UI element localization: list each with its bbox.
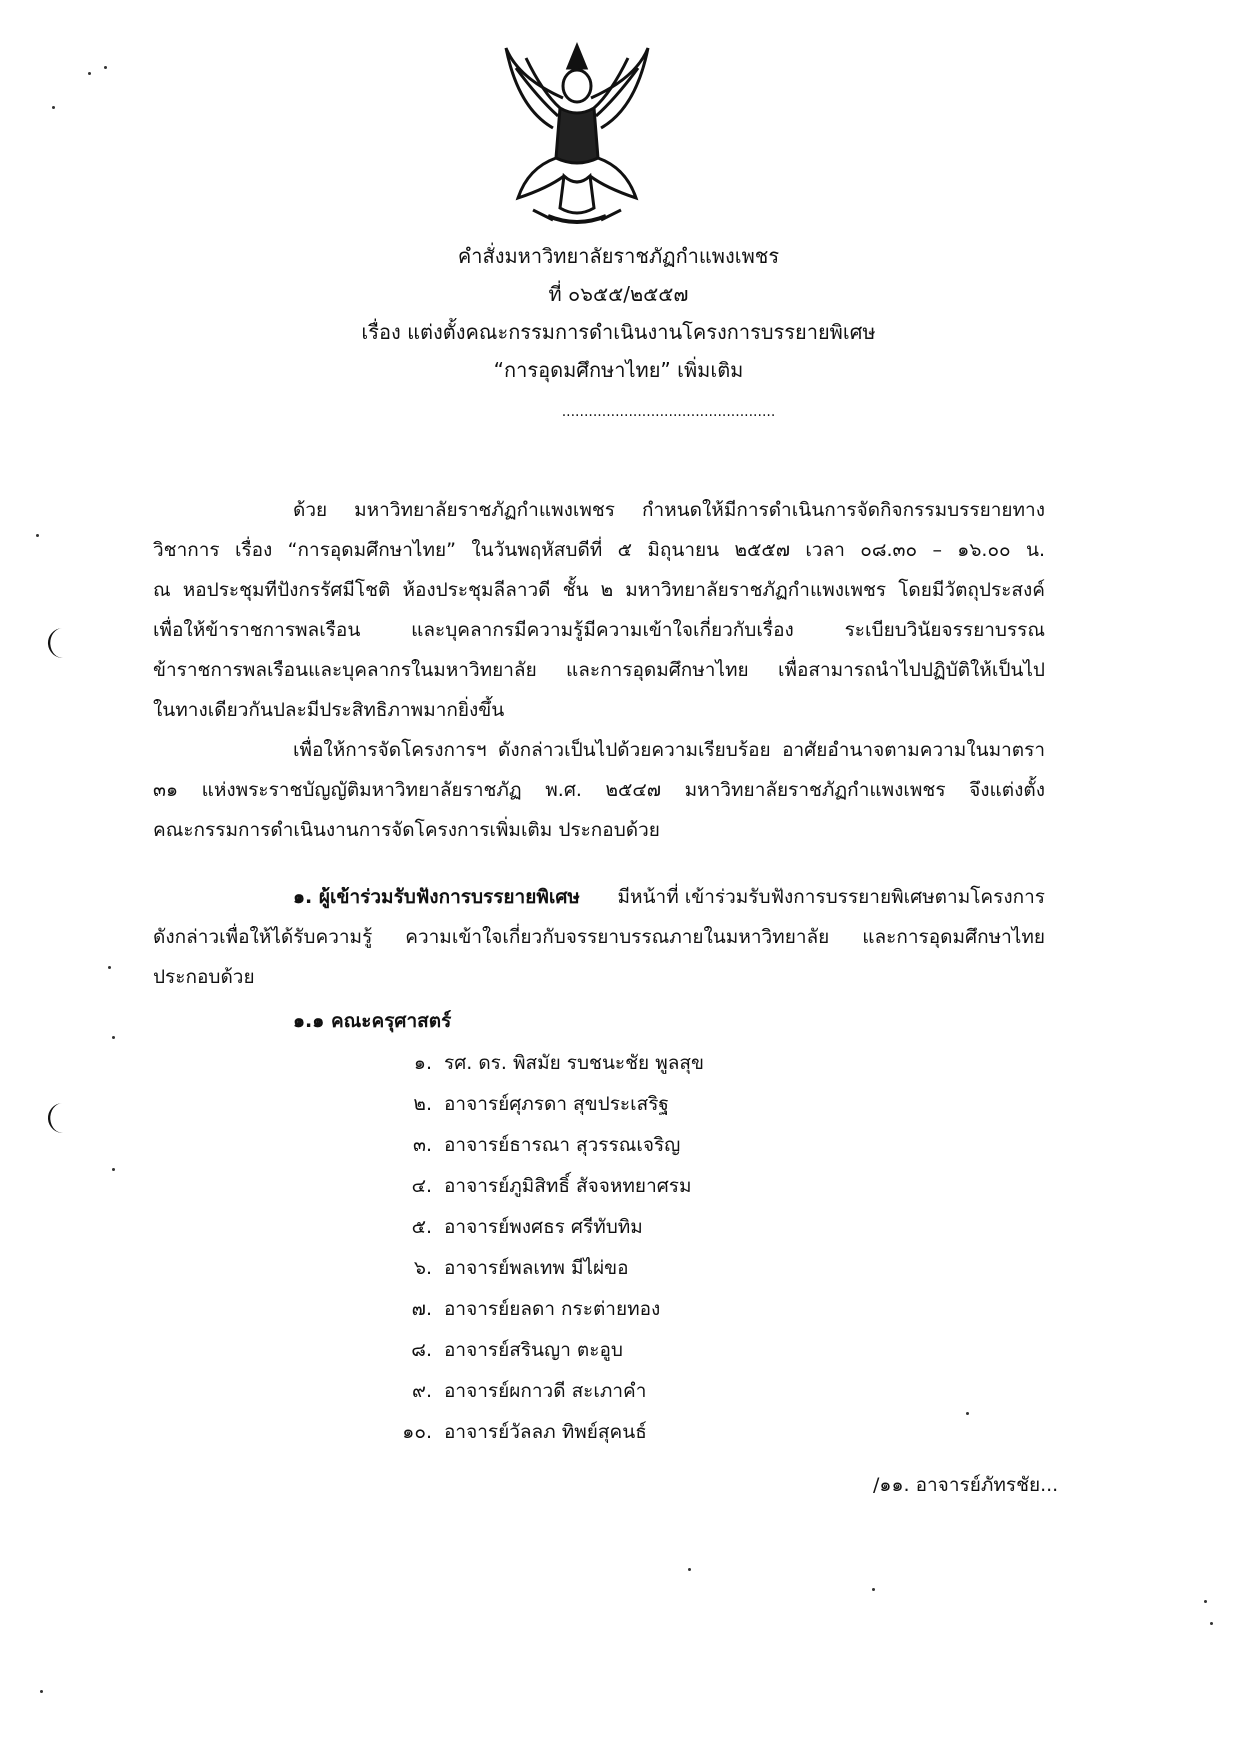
order-subject: เรื่อง แต่งตั้งคณะกรรมการดำเนินงานโครงการบรรยายพิเศษ bbox=[361, 320, 876, 344]
para2-line-2: ๓๑ แห่งพระราชบัญญัติมหาวิทยาลัยราชภัฏ พ.ศ. ๒๕๔๗ มหาวิทยาลัยราชภัฏกำแพงเพชร จึงแต่งตั้ง bbox=[153, 779, 1045, 801]
continuation-note: /๑๑. อาจารย์ภัทรชัย... bbox=[873, 1474, 1059, 1496]
section1-heading: ๑. ผู้เข้าร่วมรับฟังการบรรยายพิเศษ bbox=[293, 886, 580, 908]
scan-speck bbox=[36, 534, 39, 537]
section1-line-2: ดังกล่าวเพื่อให้ได้รับความรู้ ความเข้าใจเกี่ยวกับจรรยาบรรณภายในมหาวิทยาลัย และการอุดมศึกษาไทย bbox=[153, 926, 1045, 948]
order-number: ที่ ๐๖๕๕/๒๕๕๗ bbox=[548, 282, 689, 306]
section1-line-3: ประกอบด้วย bbox=[153, 966, 255, 988]
list-item: ๘. อาจารย์สรินญา ตะอูบ bbox=[411, 1339, 623, 1361]
order-title: คำสั่งมหาวิทยาลัยราชภัฏกำแพงเพชร bbox=[457, 244, 780, 268]
list-item: ๔. อาจารย์ภูมิสิทธิ์ สัจจหทยาศรม bbox=[411, 1175, 692, 1197]
header-separator: ................................................ bbox=[561, 404, 776, 420]
member-list bbox=[390, 1050, 704, 1460]
section1-line-1 bbox=[293, 884, 1045, 911]
para1-line-5: ข้าราชการพลเรือนและบุคลากรในมหาวิทยาลัย และการอุดมศึกษาไทย เพื่อสามารถนำไปปฏิบัติให้เป็นไป bbox=[153, 659, 1045, 681]
list-item: ๑. รศ. ดร. พิสมัย รบชนะชัย พูลสุข bbox=[413, 1052, 704, 1074]
section1-duty: มีหน้าที่ เข้าร่วมรับฟังการบรรยายพิเศษตามโครงการ bbox=[617, 886, 1045, 908]
para1-line-4: เพื่อให้ข้าราชการพลเรือน และบุคลากรมีความรู้มีความเข้าใจเกี่ยวกับเรื่อง ระเบียบวินัยจรรยาบรรณ bbox=[153, 619, 1045, 641]
scan-speck bbox=[40, 1690, 43, 1693]
subsection-faculty-education: ๑.๑ คณะครุศาสตร์ bbox=[293, 1010, 452, 1032]
scan-speck bbox=[112, 1036, 115, 1039]
list-item: ๙. อาจารย์ผกาวดี สะเภาคำ bbox=[412, 1380, 647, 1402]
scan-speck bbox=[966, 1412, 969, 1415]
punch-hole-mark-icon bbox=[42, 626, 68, 660]
scan-speck bbox=[1210, 1622, 1213, 1625]
scan-speck bbox=[52, 106, 55, 109]
para1-line-6: ในทางเดียวกันปละมีประสิทธิภาพมากยิ่งขึ้น bbox=[153, 699, 505, 721]
punch-hole-mark-icon bbox=[42, 1101, 68, 1135]
list-item: ๒. อาจารย์ศุภรดา สุขประเสริฐ bbox=[413, 1093, 669, 1115]
scan-speck bbox=[108, 966, 111, 969]
scan-speck bbox=[688, 1568, 691, 1571]
scan-speck bbox=[88, 72, 91, 75]
list-item: ๑๐. อาจารย์วัลลภ ทิพย์สุคนธ์ bbox=[402, 1421, 647, 1443]
list-item: ๓. อาจารย์ธารณา สุวรรณเจริญ bbox=[412, 1134, 681, 1156]
scan-speck bbox=[112, 1168, 115, 1171]
order-subject-continued: “การอุดมศึกษาไทย” เพิ่มเติม bbox=[493, 358, 744, 382]
para1-line-2: วิชาการ เรื่อง “การอุดมศึกษาไทย” ในวันพฤหัสบดีที่ ๕ มิถุนายน ๒๕๕๗ เวลา ๐๘.๓๐ – ๑๖.๐๐ น. bbox=[153, 539, 1045, 561]
scan-speck bbox=[104, 66, 107, 69]
list-item: ๗. อาจารย์ยลดา กระต่ายทอง bbox=[411, 1298, 661, 1320]
list-item: ๖. อาจารย์พลเทพ มีไผ่ขอ bbox=[413, 1257, 629, 1279]
scan-speck bbox=[1204, 1600, 1207, 1603]
para1-line-1: ด้วย มหาวิทยาลัยราชภัฏกำแพงเพชร กำหนดให้มีการดำเนินการจัดกิจกรรมบรรยายทาง bbox=[293, 499, 1045, 521]
garuda-emblem-icon bbox=[498, 38, 656, 228]
scan-speck bbox=[872, 1588, 875, 1591]
para2-line-1: เพื่อให้การจัดโครงการฯ ดังกล่าวเป็นไปด้วยความเรียบร้อย อาศัยอำนาจตามความในมาตรา bbox=[293, 739, 1045, 761]
list-item: ๕. อาจารย์พงศธร ศรีทับทิม bbox=[411, 1216, 643, 1238]
para2-line-3: คณะกรรมการดำเนินงานการจัดโครงการเพิ่มเติม ประกอบด้วย bbox=[153, 819, 660, 841]
para1-line-3: ณ หอประชุมทีปังกรรัศมีโชติ ห้องประชุมลีลาวดี ชั้น ๒ มหาวิทยาลัยราชภัฏกำแพงเพชร โดยมีวัตถุประสงค์ bbox=[153, 579, 1045, 601]
